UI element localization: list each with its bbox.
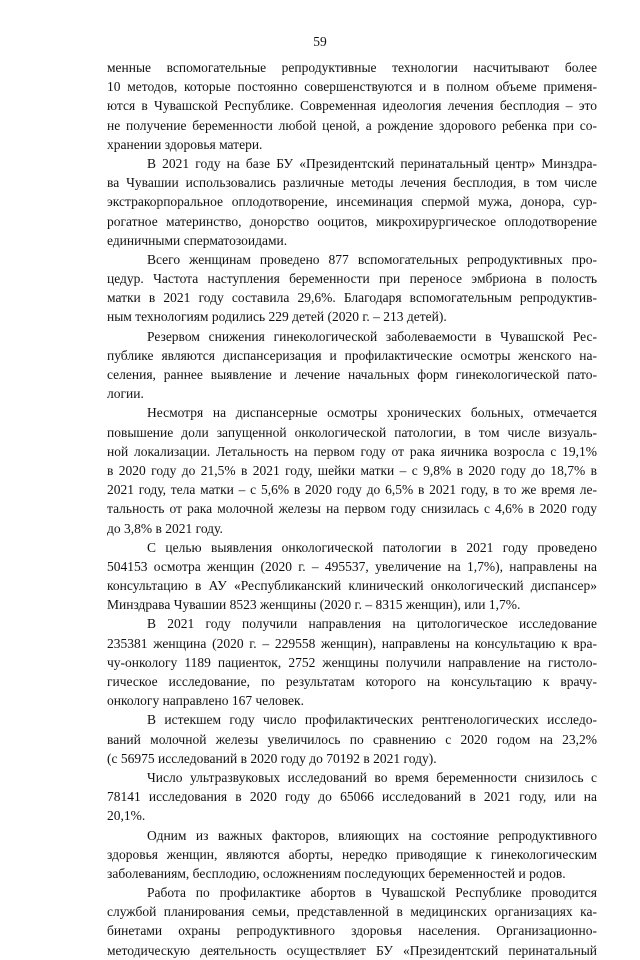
text-line: Несмотря на диспансерные осмотры хронических больных, отмечается xyxy=(147,405,597,421)
text-line: методическую деятельность осуществляет БУ «Президентский перинатальный xyxy=(107,942,597,958)
text-line: консультацию в АУ «Республиканский клинический онкологический диспансер» xyxy=(107,578,597,594)
text-line: В истекшем году число профилактических рентгенологических исследо- xyxy=(147,712,597,728)
text-line: здоровья женщин, являются аборты, нередко приводящие к гинекологическим xyxy=(107,846,597,862)
text-line: С целью выявления онкологической патологии в 2021 году проведено xyxy=(147,539,597,555)
text-line: Работа по профилактике абортов в Чувашской Республике проводится xyxy=(147,885,597,901)
text-line: бинетами охраны репродуктивного здоровья населения. Организационно- xyxy=(107,923,597,939)
text-line: заболеваниям, бесплодию, осложнениям последующих беременностей и родов. xyxy=(107,865,566,881)
text-line: рогатное материнство, донорство ооцитов, микрохирургическое оплодотворение xyxy=(107,213,597,229)
text-line: единичными сперматозоидами. xyxy=(107,232,288,248)
text-line: 20,1%. xyxy=(107,808,146,824)
text-line: чу-онкологу 1189 пациенток, 2752 женщины получили направление на гистоло- xyxy=(107,654,597,670)
body-text xyxy=(107,58,597,960)
text-line: хранении здоровья матери. xyxy=(107,136,263,152)
text-line: экстракорпоральное оплодотворение, инсеминация спермой мужа, донора, сур- xyxy=(107,194,597,210)
text-line: (с 56975 исследований в 2020 году до 70192 в 2021 году). xyxy=(107,750,437,766)
text-line: цедур. Частота наступления беременности при переносе эмбриона в полость xyxy=(107,271,597,287)
text-line: онкологу направлено 167 человек. xyxy=(107,693,304,709)
text-line: в 2020 году до 21,5% в 2021 году, шейки матки – с 9,8% в 2020 году до 18,7% в xyxy=(107,462,597,478)
text-line: Резервом снижения гинекологической заболеваемости в Чувашской Рес- xyxy=(147,328,597,344)
text-line: 504153 осмотра женщин (2020 г. – 495537, увеличение на 1,7%), направлены на xyxy=(107,558,597,574)
text-line: до 3,8% в 2021 году. xyxy=(107,520,223,536)
text-line: Одним из важных факторов, влияющих на состояние репродуктивного xyxy=(147,827,597,843)
text-line: Число ультразвуковых исследований во время беременности снизилось с xyxy=(147,769,597,785)
text-line: не получение беременности любой ценой, а рождение здорового ребенка при со- xyxy=(107,117,597,133)
text-line: селения, раннее выявление и лечение начальных форм гинекологической пато- xyxy=(107,367,597,382)
text-line: гическое исследование, по результатам которого на консультацию к врачу- xyxy=(107,674,597,689)
text-line: ваний молочной железы увеличилось по сравнению с 2020 годом на 23,2% xyxy=(107,731,597,747)
text-line: 235381 женщина (2020 г. – 229558 женщин), направлены на консультацию к вра- xyxy=(107,635,597,651)
text-line: 78141 исследования в 2020 году до 65066 исследований в 2021 году, или на xyxy=(107,789,597,805)
text-line: тальность от рака молочной железы на первом году снизилась с 4,6% в 2020 году xyxy=(107,501,597,517)
text-line: Минздрава Чувашии 8523 женщины (2020 г. – 8315 женщин), или 1,7%. xyxy=(107,597,521,613)
text-line: ются в Чувашской Республике. Современная идеология лечения бесплодия – это xyxy=(107,98,597,114)
text-line: В 2021 году на базе БУ «Президентский перинатальный центр» Минздра- xyxy=(147,155,597,171)
text-line: логии. xyxy=(107,386,144,402)
text-line: матки в 2021 году составила 29,6%. Благодаря вспомогательным репродуктив- xyxy=(107,290,597,306)
text-line: Всего женщинам проведено 877 вспомогательных репродуктивных про- xyxy=(147,251,597,267)
text-line: менные вспомогательные репродуктивные технологии насчитывают более xyxy=(107,60,597,75)
text-line: ной локализации. Летальность на первом году от рака яичника возросла с 19,1% xyxy=(107,443,597,459)
text-line: В 2021 году получили направления на цитологическое исследование xyxy=(147,616,597,632)
text-line: повышение доли запущенной онкологической патологии, в том числе визуаль- xyxy=(107,424,597,440)
text-line: ва Чувашии использовались различные методы лечения бесплодия, в том числе xyxy=(107,175,597,191)
text-line: ным технологиям родились 229 детей (2020 г. – 213 детей). xyxy=(107,309,447,325)
text-line: публике являются диспансеризация и профилактические осмотры женского на- xyxy=(107,347,597,363)
text-line: 10 методов, которые постоянно совершенствуются и в полном объеме применя- xyxy=(107,79,597,95)
text-line: 2021 году, тела матки – с 5,6% в 2020 году до 6,5% в 2021 году, в то же время ле- xyxy=(107,482,597,498)
text-line: службой планирования семьи, представленной в медицинских организациях ка- xyxy=(107,904,597,920)
page-number: 59 xyxy=(313,34,327,49)
